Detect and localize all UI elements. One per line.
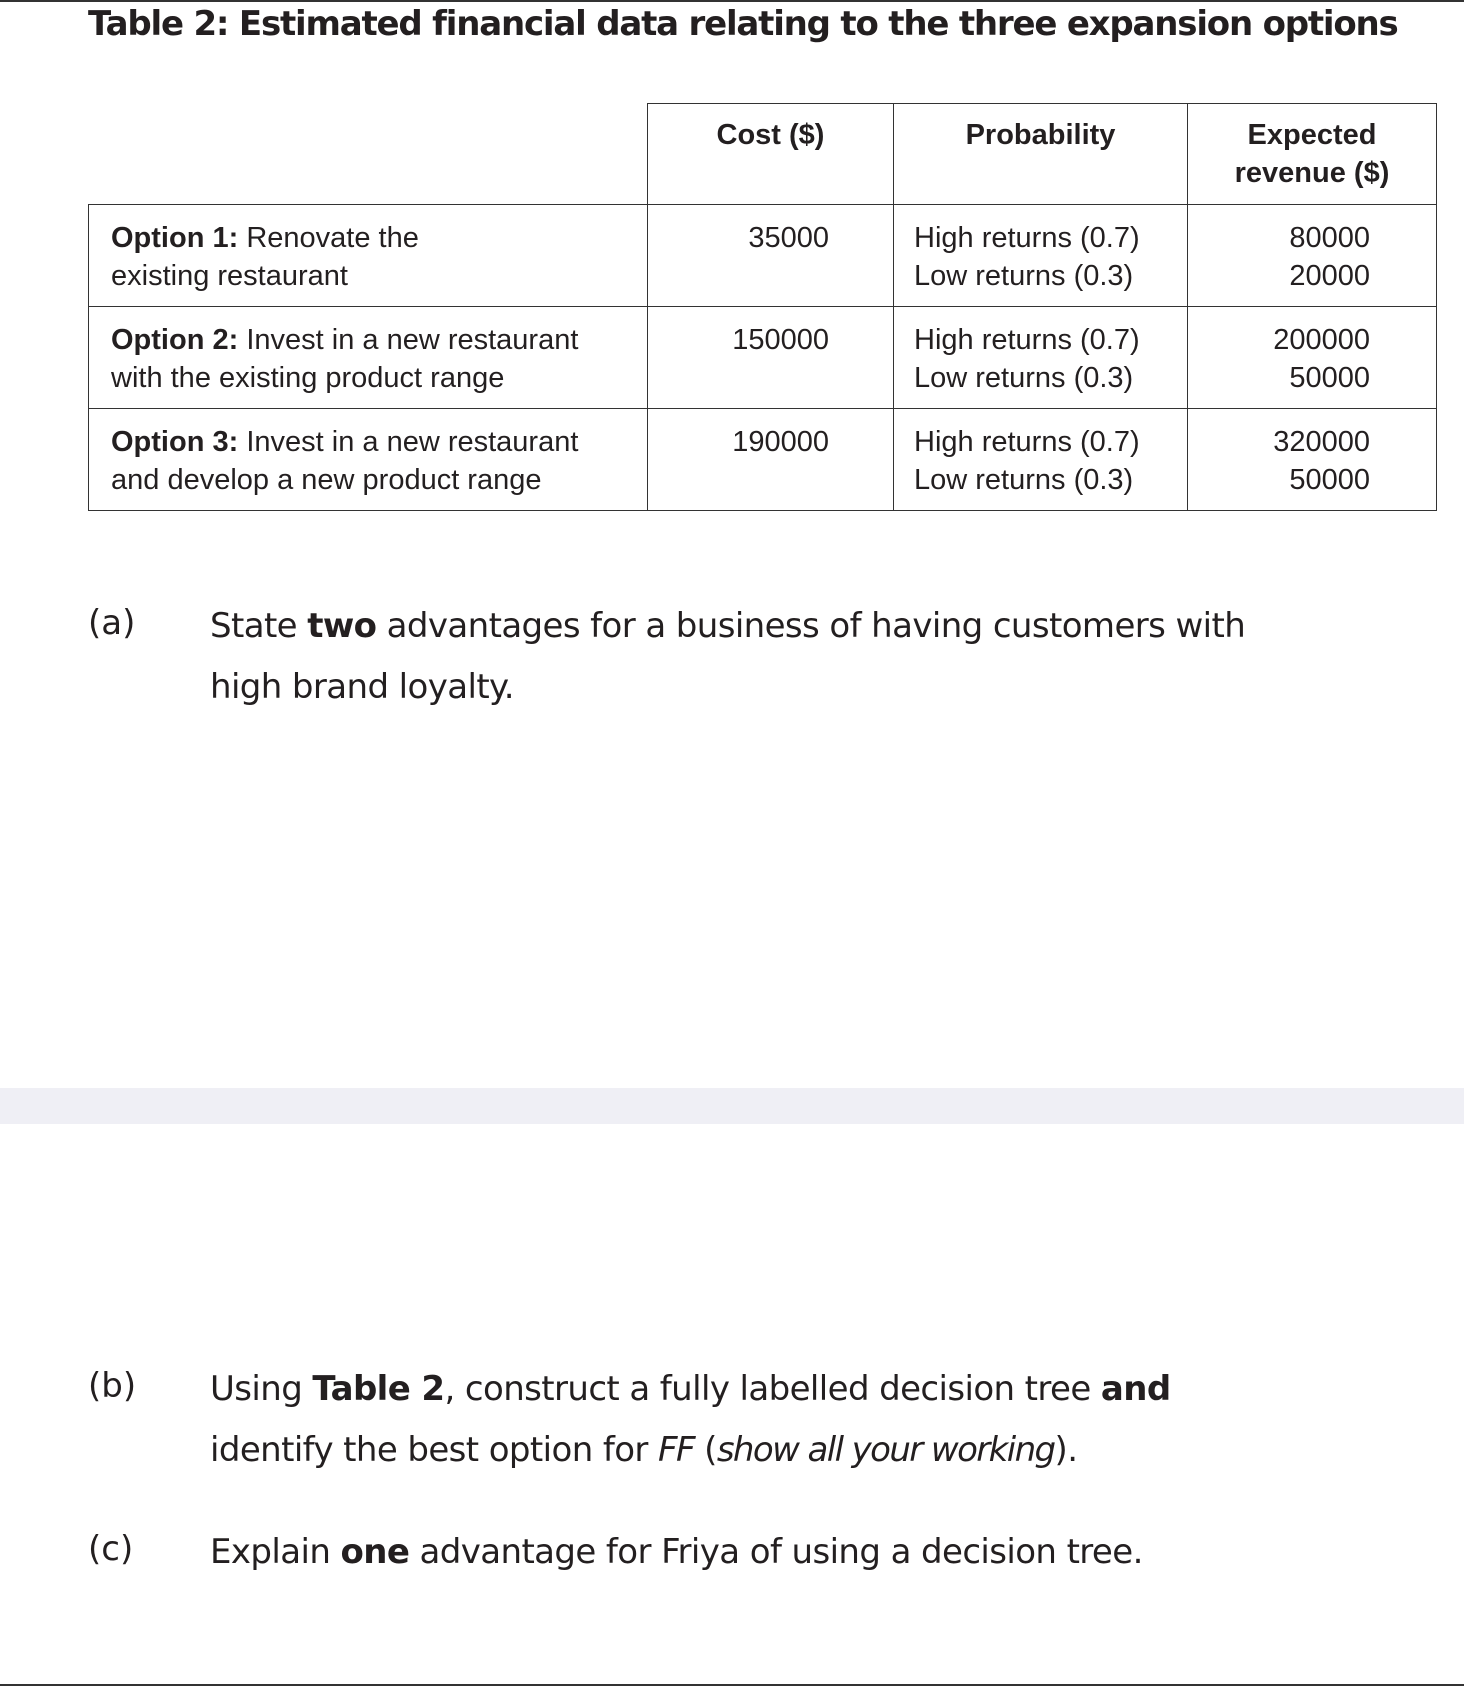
option-label: Option 3: bbox=[111, 426, 239, 458]
table-row bbox=[89, 205, 1437, 307]
header-expected-revenue: Expected revenue ($) bbox=[1188, 104, 1437, 205]
option-label: Option 2: bbox=[111, 324, 239, 356]
header-cost: Cost ($) bbox=[648, 104, 894, 205]
question-b-text: Using Table 2, construct a fully labelled decision tree and identify the best option for FF (show all your working). bbox=[210, 1369, 1171, 1470]
probability-cell: High returns (0.7) Low returns (0.3) bbox=[894, 307, 1188, 409]
header-blank-cell bbox=[89, 104, 648, 205]
page-separator-band bbox=[0, 1088, 1464, 1124]
option-desc: with the existing product range bbox=[111, 362, 505, 394]
probability-cell: High returns (0.7) Low returns (0.3) bbox=[894, 409, 1188, 511]
option-desc: Renovate the bbox=[238, 222, 419, 254]
probability-cell: High returns (0.7) Low returns (0.3) bbox=[894, 205, 1188, 307]
option-desc: Invest in a new restaurant bbox=[238, 426, 579, 458]
question-c-label: (c) bbox=[88, 1529, 134, 1569]
question-b-label: (b) bbox=[88, 1366, 137, 1406]
cost-cell: 35000 bbox=[648, 205, 894, 307]
question-c-text: Explain one advantage for Friya of using a decision tree. bbox=[210, 1532, 1143, 1572]
question-a-text: State two advantages for a business of having customers with high brand loyalty. bbox=[210, 606, 1246, 707]
option-cell bbox=[89, 409, 648, 511]
question-a-label: (a) bbox=[88, 603, 136, 643]
option-desc: existing restaurant bbox=[111, 260, 348, 292]
table-row bbox=[89, 307, 1437, 409]
revenue-cell: 320000 50000 bbox=[1188, 409, 1437, 511]
table-row bbox=[89, 409, 1437, 511]
revenue-cell: 80000 20000 bbox=[1188, 205, 1437, 307]
revenue-cell: 200000 50000 bbox=[1188, 307, 1437, 409]
financial-data-table bbox=[88, 103, 1437, 511]
option-cell bbox=[89, 205, 648, 307]
cost-cell: 190000 bbox=[648, 409, 894, 511]
table-header-row bbox=[89, 104, 1437, 205]
bottom-rule bbox=[0, 1684, 1464, 1686]
option-desc: Invest in a new restaurant bbox=[238, 324, 579, 356]
option-label: Option 1: bbox=[111, 222, 239, 254]
table-title: Table 2: Estimated financial data relating to the three expansion options bbox=[88, 4, 1398, 44]
option-cell bbox=[89, 307, 648, 409]
option-desc: and develop a new product range bbox=[111, 464, 542, 496]
top-rule bbox=[0, 0, 1464, 2]
header-probability: Probability bbox=[894, 104, 1188, 205]
cost-cell: 150000 bbox=[648, 307, 894, 409]
